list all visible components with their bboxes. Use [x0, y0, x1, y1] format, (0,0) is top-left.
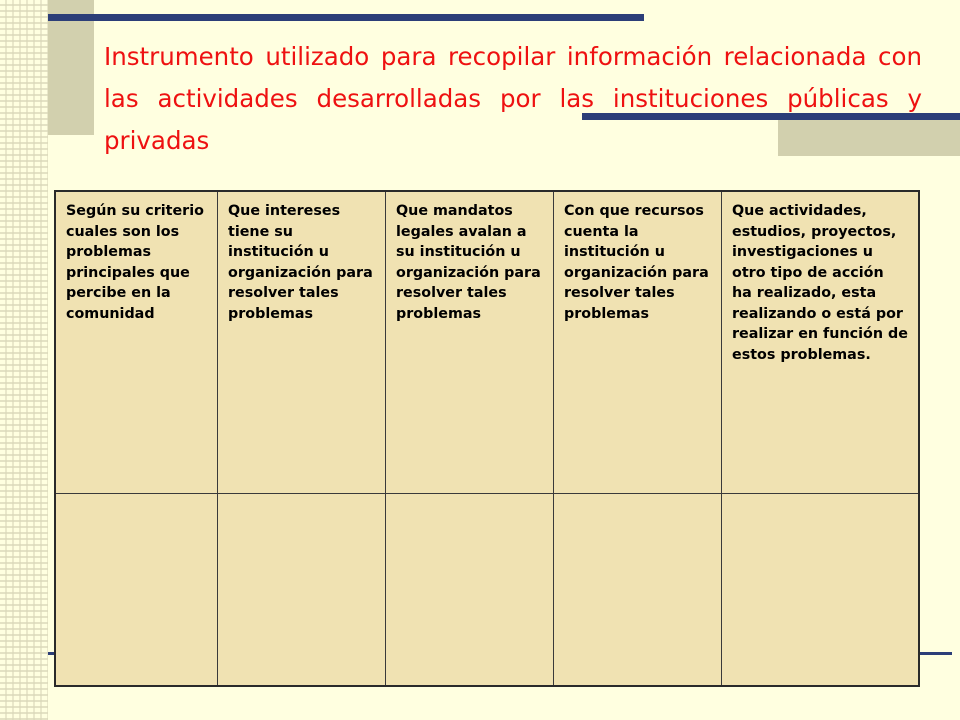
table-empty-cell	[554, 494, 722, 685]
table-empty-cell	[56, 494, 218, 685]
table-empty-cell	[218, 494, 386, 685]
table-header-cell: Que actividades, estudios, proyectos, investigaciones u otro tipo de acción ha realizado, esta realizando o está por realizar en función de estos problemas.	[722, 192, 918, 494]
decorative-top-line	[48, 14, 644, 21]
table-header-cell: Que mandatos legales avalan a su institución u organización para resolver tales problemas	[386, 192, 554, 494]
slide-title: Instrumento utilizado para recopilar información relacionada con las actividades desarrolladas por las instituciones públicas y privadas	[104, 42, 922, 155]
striped-left-border	[0, 0, 48, 720]
survey-table	[54, 190, 920, 687]
table-header-cell: Con que recursos cuenta la institución u organización para resolver tales problemas	[554, 192, 722, 494]
table-header-cell: Que intereses tiene su institución u organización para resolver tales problemas	[218, 192, 386, 494]
table-empty-cell	[722, 494, 918, 685]
table-empty-cell	[386, 494, 554, 685]
table-header-cell: Según su criterio cuales son los problemas principales que percibe en la comunidad	[56, 192, 218, 494]
